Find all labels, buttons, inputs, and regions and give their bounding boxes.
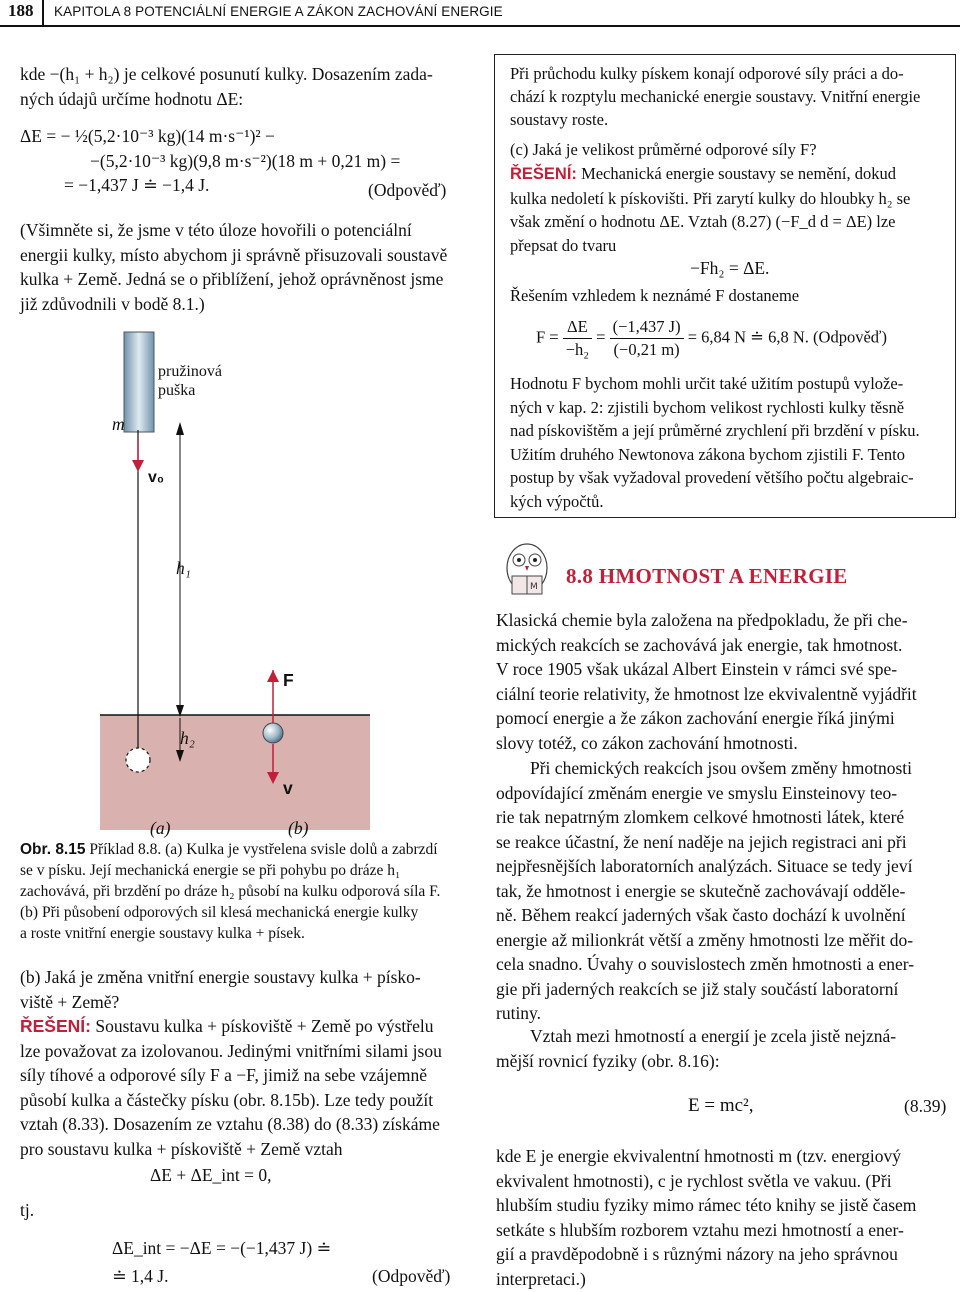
solution-c-label: ŘEŠENÍ: <box>510 165 577 183</box>
note-line-2: energii kulky, místo abychom ji správně přisuzovali soustavě <box>20 244 448 265</box>
solution-c-line-4: přepsat do tvaru <box>510 235 617 255</box>
para2-line-9: cela snadno. Úvahy o souvislostech změn hmotnosti a ener- <box>496 954 915 974</box>
label-gun-line2: puška <box>158 382 196 399</box>
box-closing-line-1: Hodnotu F bychom mohli určit také užitím postupů vylože- <box>510 374 904 393</box>
v0-arrowhead <box>132 460 144 472</box>
answer-label-3: (Odpověď) <box>813 327 887 347</box>
force-arrowhead <box>267 670 279 682</box>
label-m: m <box>112 414 125 434</box>
para2-line-7: ně. Během reakcí jaderných však často dochází k uvolnění <box>496 905 906 925</box>
para2-line-3: rie tak nepatrným zlomkem celkové hmotnosti látek, které <box>496 807 905 827</box>
note-paragraph <box>20 218 460 316</box>
solution-b-line-3: síly tíhové a odporové síly F a −F, jimiž na sebe vzájemně <box>20 1065 427 1085</box>
label-h2: h₂ <box>180 728 195 748</box>
solution-c-line-2: kulka nedoletí k pískovišti. Při zarytí kulky do hloubky h₂ se <box>510 188 911 208</box>
note-line-4: již zdůvodnili v bodě 8.1.) <box>20 293 205 314</box>
part-b-question <box>20 965 460 1014</box>
section-paragraph-3 <box>496 1024 956 1073</box>
label-a: (a) <box>150 818 171 838</box>
solution-b-line-2: lze považovat za izolovanou. Jedinými vnitřními silami jsou <box>20 1040 442 1061</box>
para4-line-2: ekvivalent hmotnosti), c je rychlost světla ve vakuu. (Při <box>496 1170 892 1191</box>
para2-line-11: rutiny. <box>496 1003 542 1023</box>
fraction-2-den: (−0,21 m) <box>613 340 680 359</box>
solution-b-label: ŘEŠENÍ: <box>20 1016 91 1036</box>
equation-number: (8.39) <box>904 1096 947 1116</box>
para4-line-6: interpretaci.) <box>496 1268 586 1289</box>
fraction-1-num: ΔE <box>563 316 592 339</box>
box-intro-line-3: soustavy roste. <box>510 110 609 129</box>
label-gun <box>158 362 222 400</box>
para1-line-5: pomocí energie a že zákon zachování energie říká jinými <box>496 708 895 728</box>
svg-text:M: M <box>530 582 538 592</box>
equation-eint-line2: ≐ 1,4 J. <box>112 1266 169 1286</box>
section-paragraph-4 <box>496 1144 956 1291</box>
note-line-1: (Všimněte si, že jsme v této úloze hovořili o potenciální <box>20 220 412 240</box>
ball-b <box>263 723 283 743</box>
header-divider <box>42 0 44 26</box>
gun-barrel <box>124 332 154 432</box>
part-b-line-2: viště + Země? <box>20 991 120 1012</box>
caption-line-5: a roste vnitřní energie soustavy kulka + písek. <box>20 925 305 942</box>
equation-mass-energy: E = mc², <box>688 1095 754 1116</box>
box-intro-line-1: Při průchodu kulky pískem konají odporové síly práci a do- <box>510 64 904 83</box>
tj-label: tj. <box>20 1200 35 1220</box>
caption-line-2: se v písku. Její mechanická energie se při pohybu po dráze h₁ <box>20 862 401 879</box>
para4-line-5: gií a pravděpodobně i s různými názory na jeho správnou <box>496 1244 898 1264</box>
para4-line-4: setkáte s hlubším rozborem vztahu mezi hmotností a ener- <box>496 1219 904 1240</box>
solution-c <box>510 162 942 257</box>
para2-line-5: nejpřesnějších laboratorních analýzách. Situace se tedy jeví <box>496 856 913 876</box>
intro-paragraph <box>20 62 460 111</box>
caption-line-4: (b) Při působení odporových sil klesá mechanická energie kulky <box>20 904 419 921</box>
label-v0: v₀ <box>148 469 165 486</box>
eq1-line-3: = −1,437 J ≐ −1,4 J. <box>64 175 210 195</box>
eq5-rhs: = 6,84 N ≐ 6,8 N. <box>687 327 809 347</box>
eq1-line-1: ΔE = − ½(5,2·10⁻³ kg)(14 m·s⁻¹)² − <box>20 126 275 146</box>
caption-line-3: zachovává, při brzdění po dráze h₂ působí na kulku odporová síla F. <box>20 883 441 900</box>
fraction-2-num: (−1,437 J) <box>610 316 684 339</box>
header-rule <box>0 25 960 27</box>
label-v: v <box>283 778 293 798</box>
part-c-question: (c) Jaká je velikost průměrné odporové síly F? <box>510 140 817 159</box>
equation-energy-sum: ΔE + ΔE_int = 0, <box>150 1165 272 1185</box>
answer-label-1: (Odpověď) <box>368 180 447 200</box>
para2-line-1: Při chemických reakcích jsou ovšem změny hmotnosti <box>530 758 912 778</box>
eq5-lhs: F = <box>536 327 559 347</box>
box-intro-line-2: chází k rozptylu mechanické energie soustavy. Vnitřní energie <box>510 87 921 106</box>
para2-line-6: tak, že hmotnost i energie se skutečně zachovávají odděle- <box>496 880 906 901</box>
equation-force: F = $\frac{\Delta E}{\text{−h₂}}$ = $\frac{(-1,437 J)}{(-0,21 m)}$ = 6,84 N ≐ 6,8 N. (Odpověď) <box>536 317 887 359</box>
para1-line-4: ciální teorie relativity, že hmotnost lze ekvivalentně vyjádřit <box>496 683 917 704</box>
box-closing-line-4: Užitím druhého Newtonova zákona bychom zjistili F. Tento <box>510 444 905 464</box>
result-intro: Řešením vzhledem k neznámé F dostaneme <box>510 286 800 305</box>
intro-line-1: kde −(h₁ + h₂) je celkové posunutí kulky. Dosazením zada- <box>20 64 433 84</box>
para1-line-6: slovy totéž, co zákon zachování hmotnosti. <box>496 732 798 753</box>
para1-line-3: V roce 1905 však ukázal Albert Einstein v rámci své spe- <box>496 659 898 679</box>
equation-eint-line1: ΔE_int = −ΔE = −(−1,437 J) ≐ <box>112 1238 332 1258</box>
part-b-line-1: (b) Jaká je změna vnitřní energie soustavy kulka + písko- <box>20 967 421 987</box>
label-gun-line1: pružinová <box>158 363 222 380</box>
para2-line-2: odpovídající změnám energie ve smyslu Einsteinovy teo- <box>496 782 898 803</box>
figure-caption <box>20 839 460 944</box>
box-closing-line-2: ných v kap. 2: zjistili bychom velikost rychlosti kulky těsně <box>510 397 905 417</box>
solution-b-line-5: vztah (8.33). Dosazením ze vztahu (8.38) do (8.33) získáme <box>20 1114 440 1134</box>
para3-line-2: mější rovnicí fyziky (obr. 8.16): <box>496 1050 720 1071</box>
equation-work: −Fh₂ = ΔE. <box>690 258 770 278</box>
solution-b <box>20 1014 460 1161</box>
box-closing <box>510 372 942 513</box>
label-F: F <box>283 670 294 690</box>
fraction-1 <box>563 316 592 361</box>
caption-line-1: Příklad 8.8. (a) Kulka je vystřelena svisle dolů a zabrzdí <box>89 841 438 858</box>
label-h1: h₁ <box>176 558 191 578</box>
intro-line-2: ných údajů určíme hodnotu ΔE: <box>20 88 244 109</box>
para1-line-2: mických reakcích se zachovává jak energie, tak hmotnost. <box>496 634 903 655</box>
note-line-3: kulka + Země. Jedná se o přiblížení, jehož oprávněnost jsme <box>20 269 444 289</box>
para2-line-4: se reakce účastní, že není naděje na jejich registraci ani při <box>496 831 907 852</box>
figure-8-15 <box>80 330 480 830</box>
solution-c-line-3: však změní o hodnotu ΔE. Vztah (8.27) (−F_d d = ΔE) lze <box>510 212 896 231</box>
solution-b-line-6: pro soustavu kulka + pískoviště + Země vztah <box>20 1138 343 1159</box>
para4-line-3: hlubším studiu fyziky mimo rámec této knihy se jistě časem <box>496 1195 917 1215</box>
para3-line-1: Vztah mezi hmotností a energií je zcela jistě nejzná- <box>530 1026 897 1046</box>
eq1-line-2: −(5,2·10⁻³ kg)(9,8 m·s⁻²)(18 m + 0,21 m) = <box>90 150 401 171</box>
sand-block <box>100 715 370 830</box>
solution-b-line-4: působí kulka a částečky písku (obr. 8.15b). Lze tedy použít <box>20 1089 434 1110</box>
page-header <box>0 0 960 30</box>
para4-line-1: kde E je energie ekvivalentní hmotnosti m (tzv. energiový <box>496 1146 901 1166</box>
label-b: (b) <box>288 818 309 838</box>
solution-b-line-1: Soustavu kulka + pískoviště + Země po výstřelu <box>95 1016 434 1036</box>
para1-line-1: Klasická chemie byla založena na předpokladu, že při che- <box>496 610 908 630</box>
section-paragraph-1 <box>496 608 956 755</box>
para2-line-10: gie při jaderných reakcích se již staly součástí laboratorní <box>496 978 899 999</box>
para2-line-8: energie až milionkrát větší a změny hmotnosti lze měřit do- <box>496 929 914 950</box>
section-title: 8.8 HMOTNOST A ENERGIE <box>566 564 848 588</box>
chapter-title: KAPITOLA 8 POTENCIÁLNÍ ENERGIE A ZÁKON ZACHOVÁNÍ ENERGIE <box>54 4 503 19</box>
page-number: 188 <box>8 1 34 20</box>
section-paragraph-2 <box>496 756 956 1026</box>
solution-c-line-1: Mechanická energie soustavy se nemění, dokud <box>581 164 896 183</box>
answer-label-2: (Odpověď) <box>372 1266 451 1286</box>
ball-in-sand <box>126 748 150 772</box>
box-closing-line-6: kých výpočtů. <box>510 491 604 511</box>
box-closing-line-5: postup by však vyžadoval provedení většího počtu algebraic- <box>510 468 914 487</box>
h1-arrow-top <box>176 422 184 435</box>
owl-icon <box>500 536 554 598</box>
box-intro <box>510 62 942 131</box>
fraction-2 <box>610 316 684 361</box>
caption-title: Obr. 8.15 <box>20 841 86 858</box>
box-closing-line-3: nad pískovištěm a její průměrné zrychlení při brzdění v písku. <box>510 421 920 440</box>
fraction-1-den: −h₂ <box>565 340 590 359</box>
